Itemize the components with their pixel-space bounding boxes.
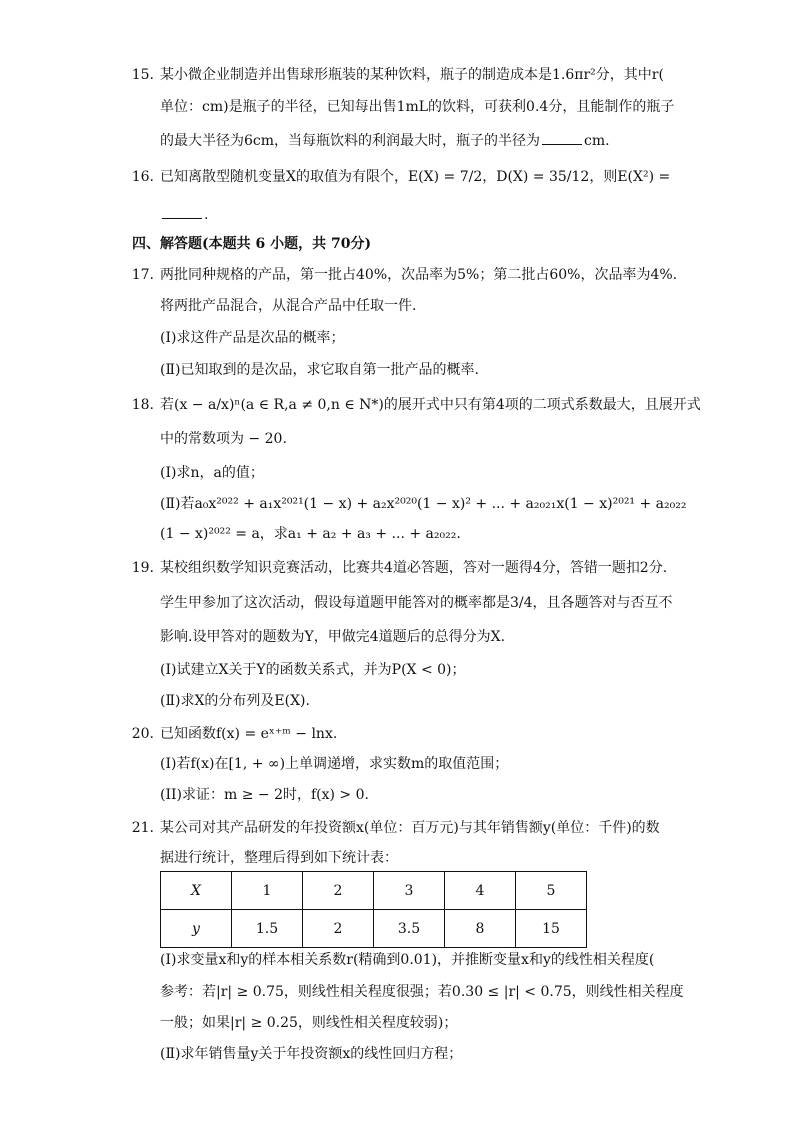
- problem-21-part-1: (Ⅰ)求变量x和y的样本相关系数r(精确到0.01)，并推断变量x和y的线性相关程度(: [160, 952, 655, 968]
- problem-15-line-3-unit: cm.: [584, 133, 610, 149]
- problem-21-part-2: (Ⅱ)求年销售量y关于年投资额x的线性回归方程；: [160, 1046, 463, 1062]
- problem-17-number: 17.: [131, 267, 154, 283]
- table-cell: 5: [516, 872, 587, 910]
- table-cell: y: [161, 910, 232, 948]
- problem-21-part-1-cont: 参考：若|r| ≥ 0.75，则线性相关程度很强；若0.30 ≤ |r| < 0.75，则线性相关程度: [160, 984, 684, 1000]
- table-cell: 4: [445, 872, 516, 910]
- problem-15-line-2: 单位：cm)是瓶子的半径，已知每出售1mL的饮料，可获利0.4分，且能制作的瓶子: [160, 99, 675, 115]
- problem-18-part-1: (Ⅰ)求n，a的值；: [160, 465, 264, 481]
- problem-18-number: 18.: [131, 397, 154, 413]
- problem-17-line-1: 两批同种规格的产品，第一批占40%，次品率为5%；第二批占60%，次品率为4%.: [160, 267, 678, 283]
- problem-20-part-1: (I)若f(x)在[1, + ∞)上单调递增，求实数m的取值范围；: [160, 756, 509, 772]
- problem-21-line-1: 某公司对其产品研发的年投资额x(单位：百万元)与其年销售额y(单位：千件)的数: [160, 820, 660, 836]
- problem-21-line-2: 据进行统计，整理后得到如下统计表：: [160, 850, 398, 866]
- problem-17-part-1: (Ⅰ)求这件产品是次品的概率；: [160, 330, 345, 346]
- table-cell: 15: [516, 910, 587, 948]
- problem-19-line-1: 某校组织数学知识竞赛活动，比赛共4道必答题，答对一题得4分，答错一题扣2分.: [160, 560, 668, 576]
- problem-18-line-1: 若(x − a/x)ⁿ(a ∈ R,a ≠ 0,n ∈ N*)的展开式中只有第4项的二项式系数最大，且展开式: [160, 397, 701, 413]
- problem-16-period: .: [204, 207, 209, 223]
- table-row: [161, 872, 587, 910]
- problem-18-part-2-cont: (1 − x)²⁰²² = a，求a₁ + a₂ + a₃ + ... + a₂₀₂₂.: [160, 526, 461, 542]
- answer-blank: [542, 132, 582, 145]
- section-heading: 四、解答题(本题共 6 小题，共 70分): [132, 236, 372, 252]
- problem-15-number: 15.: [131, 67, 154, 83]
- problem-19-part-1: (Ⅰ)试建立X关于Y的函数关系式，并为P(X < 0)；: [160, 662, 466, 678]
- problem-19-line-3: 影响.设甲答对的题数为Y，甲做完4道题后的总得分为X.: [160, 629, 506, 645]
- answer-blank: [162, 206, 202, 219]
- statistics-table: [160, 871, 587, 948]
- table-row: [161, 910, 587, 948]
- problem-20-part-2: (II)求证：m ≥ − 2时，f(x) > 0.: [160, 787, 369, 803]
- table-cell: X: [161, 872, 232, 910]
- table-cell: 3.5: [374, 910, 445, 948]
- problem-18-part-2: (Ⅱ)若a₀x²⁰²² + a₁x²⁰²¹(1 − x) + a₂x²⁰²⁰(1 − x)² + ... + a₂₀₂₁x(1 − x)²⁰²¹ + a₂₀₂₂: [160, 496, 687, 512]
- problem-15-line-3-text: 的最大半径为6cm，当每瓶饮料的利润最大时，瓶子的半径为: [160, 133, 541, 149]
- problem-19-part-2: (Ⅱ)求X的分布列及E(X).: [160, 693, 310, 709]
- table-cell: 3: [374, 872, 445, 910]
- table-cell: 1.5: [232, 910, 303, 948]
- table-cell: 1: [232, 872, 303, 910]
- table-cell: 2: [303, 872, 374, 910]
- problem-20-number: 20.: [131, 726, 154, 742]
- problem-21-part-1-cont-2: 一般；如果|r| ≥ 0.25，则线性相关程度较弱)；: [160, 1015, 458, 1031]
- problem-16-line-1: 已知离散型随机变量X的取值为有限个，E(X) = 7/2，D(X) = 35/12，则E(X²) =: [160, 169, 671, 185]
- table-cell: 2: [303, 910, 374, 948]
- table-cell: 8: [445, 910, 516, 948]
- problem-19-line-2: 学生甲参加了这次活动，假设每道题甲能答对的概率都是3/4，且各题答对与否互不: [160, 595, 673, 611]
- problem-18-line-2: 中的常数项为 − 20.: [160, 431, 287, 447]
- problem-19-number: 19.: [131, 560, 154, 576]
- problem-16-line-2: [160, 206, 208, 222]
- problem-17-part-2: (Ⅱ)已知取到的是次品，求它取自第一批产品的概率.: [160, 362, 479, 378]
- problem-16-number: 16.: [131, 169, 154, 185]
- problem-20-line-1: 已知函数f(x) = eˣ⁺ᵐ − lnx.: [160, 726, 338, 742]
- problem-17-line-2: 将两批产品混合，从混合产品中任取一件.: [160, 298, 417, 314]
- problem-15-line-3: [160, 132, 610, 148]
- problem-21-number: 21.: [131, 820, 154, 836]
- problem-15-line-1: 某小微企业制造并出售球形瓶装的某种饮料，瓶子的制造成本是1.6πr²分，其中r(: [160, 67, 664, 83]
